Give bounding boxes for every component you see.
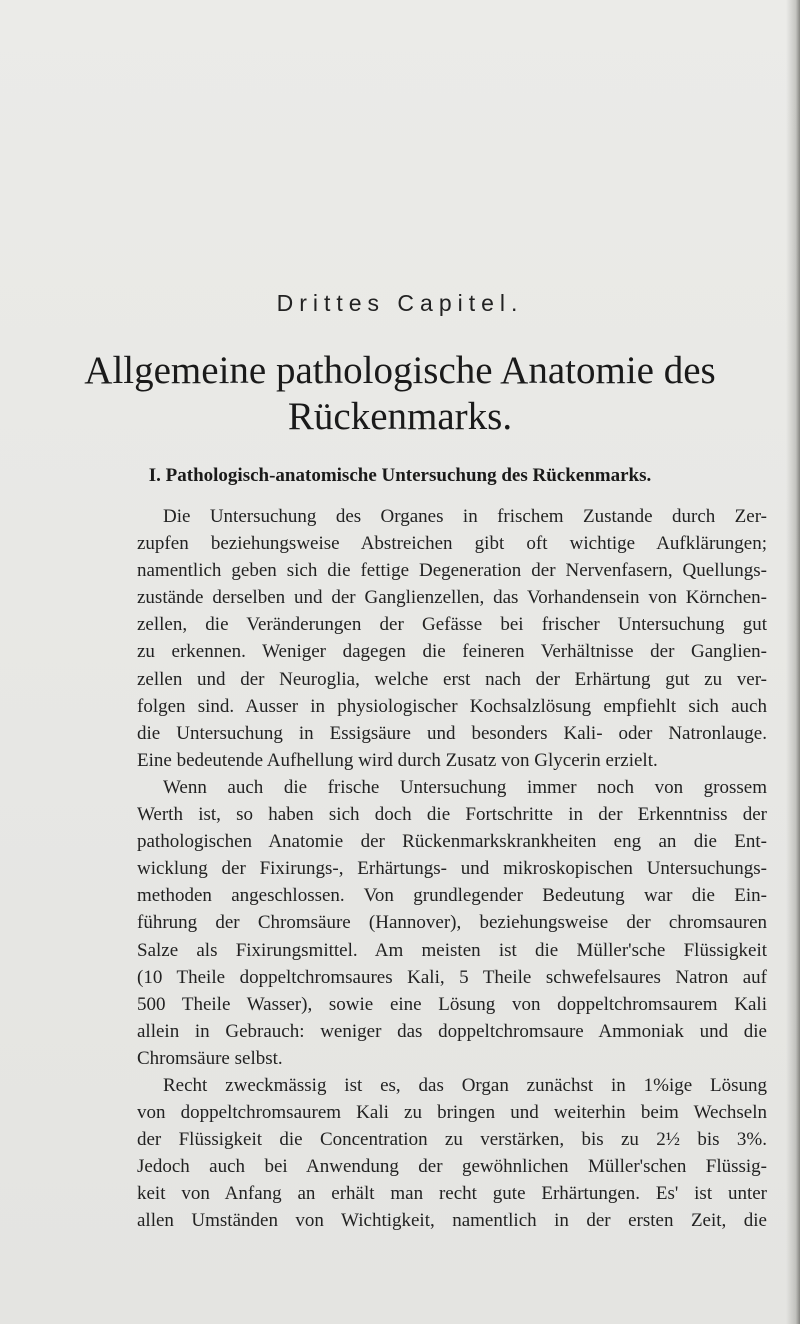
text-line: zustände derselben und der Ganglienzellen, das Vorhandensein von Körnchen- bbox=[137, 587, 767, 609]
text-line: allen Umständen von Wichtigkeit, namentlich in der ersten Zeit, die bbox=[137, 1210, 767, 1232]
text-line: die Untersuchung in Essigsäure und besonders Kali- oder Natronlauge. bbox=[137, 722, 767, 744]
text-line: wicklung der Fixirungs-, Erhärtungs- und mikroskopischen Untersuchungs- bbox=[137, 858, 767, 880]
text-line: Werth ist, so haben sich doch die Fortschritte in der Erkenntniss der bbox=[137, 804, 767, 826]
text-line: (10 Theile doppeltchromsaures Kali, 5 Theile schwefelsaures Natron auf bbox=[137, 966, 767, 988]
text-line: zu erkennen. Weniger dagegen die feineren Verhältnisse der Ganglien- bbox=[137, 641, 767, 663]
text-line: folgen sind. Ausser in physiologischer Kochsalzlösung empfiehlt sich auch bbox=[137, 695, 767, 717]
text-line: Salze als Fixirungsmittel. Am meisten ist die Müller'sche Flüssigkeit bbox=[137, 939, 767, 961]
text-line: zellen und der Neuroglia, welche erst nach der Erhärtung gut zu ver- bbox=[137, 668, 767, 690]
text-line: Die Untersuchung des Organes in frischem Zustande durch Zer- bbox=[163, 506, 767, 527]
text-line: der Flüssigkeit die Concentration zu verstärken, bis zu 2½ bis 3%. bbox=[137, 1129, 767, 1151]
text-line: zupfen beziehungsweise Abstreichen gibt oft wichtige Aufklärungen; bbox=[137, 533, 767, 555]
text-line: Wenn auch die frische Untersuchung immer noch von grossem bbox=[163, 776, 767, 798]
text-line: von doppeltchromsaurem Kali zu bringen und weiterhin beim Wechseln bbox=[137, 1102, 767, 1124]
title-line-2: Rückenmarks. bbox=[287, 395, 513, 438]
text-line: zellen, die Veränderungen der Gefässe bei frischer Untersuchung gut bbox=[137, 614, 767, 636]
text-line: Jedoch auch bei Anwendung der gewöhnlichen Müller'schen Flüssig- bbox=[137, 1156, 767, 1178]
text-line: Recht zweckmässig ist es, das Organ zunächst in 1%ige Lösung bbox=[163, 1074, 767, 1096]
title-line-1: Allgemeine pathologische Anatomie des bbox=[84, 349, 716, 392]
text-line: 500 Theile Wasser), sowie eine Lösung von doppeltchromsaurem Kali bbox=[137, 993, 767, 1015]
text-line: Chromsäure selbst. bbox=[137, 1047, 283, 1069]
text-line: keit von Anfang an erhält man recht gute Erhärtungen. Es' ist unter bbox=[137, 1183, 767, 1205]
text-line: Eine bedeutende Aufhellung wird durch Zusatz von Glycerin erzielt. bbox=[137, 749, 658, 771]
text-line: pathologischen Anatomie der Rückenmarkskrankheiten eng an die Ent- bbox=[137, 831, 767, 853]
body-text bbox=[137, 503, 767, 1235]
text-line: führung der Chromsäure (Hannover), beziehungsweise der chromsauren bbox=[137, 912, 767, 934]
text-line: allein in Gebrauch: weniger das doppeltchromsaure Ammoniak und die bbox=[137, 1020, 767, 1042]
page-edge-shadow bbox=[786, 0, 800, 1324]
text-line: namentlich geben sich die fettige Degeneration der Nervenfasern, Quellungs- bbox=[137, 560, 767, 582]
text-line: methoden angeschlossen. Von grundlegender Bedeutung war die Ein- bbox=[137, 885, 767, 907]
section-heading: I. Pathologisch-anatomische Untersuchung des Rückenmarks. bbox=[148, 465, 652, 486]
chapter-heading: Drittes Capitel. bbox=[276, 290, 524, 316]
